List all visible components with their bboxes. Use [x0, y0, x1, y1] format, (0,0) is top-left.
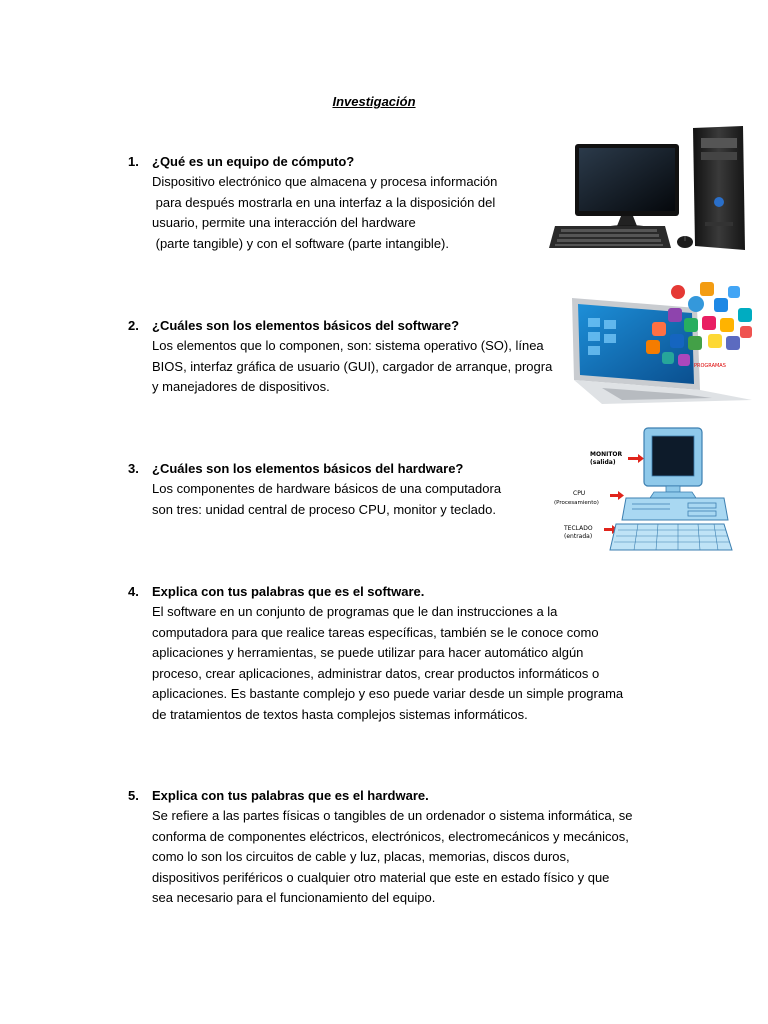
- monitor-sub-label: (salida): [590, 459, 616, 466]
- question-heading: ¿Cuáles son los elementos básicos del hardware?: [152, 461, 464, 476]
- answer-line: son tres: unidad central de proceso CPU, monitor y teclado.: [152, 501, 496, 517]
- laptop-programs-label: PROGRAMAS: [694, 363, 726, 369]
- answer-line: Los componentes de hardware básicos de una computadora: [152, 481, 502, 496]
- answer-line: conforma de componentes eléctricos, electrónicos, electromecánicos y mecánicos,: [152, 828, 629, 844]
- answer-line: sea necesario para el funcionamiento del equipo.: [152, 890, 436, 905]
- cpu-label: CPU: [573, 490, 586, 497]
- question-4: [130, 582, 690, 725]
- question-number: 3.: [128, 461, 139, 476]
- question-heading: Explica con tus palabras que es el hardware.: [152, 788, 429, 803]
- answer-line: BIOS, interfaz gráfica de usuario (GUI), cargador de arranque, progra: [152, 358, 553, 374]
- answer-line: Se refiere a las partes físicas o tangibles de un ordenador o sistema informática, se: [152, 808, 633, 823]
- answer-line: aplicaciones. Es bastante complejo y eso puede variar desde un simple programa: [152, 686, 624, 701]
- answer-line: computadora para que realice tareas específicas, también se le conoce como: [152, 624, 599, 640]
- keyboard-label: TECLADO: [564, 525, 593, 532]
- answer-line: dispositivos periféricos o cualquier otro material que este en estado físico y que: [152, 869, 610, 885]
- answer-line: (parte tangible) y con el software (parte intangible).: [152, 235, 449, 251]
- question-number: 5.: [128, 788, 139, 803]
- question-heading: ¿Cuáles son los elementos básicos del software?: [152, 318, 460, 333]
- answer-line: usuario, permite una interacción del hardware: [152, 215, 416, 230]
- answer-line: y manejadores de dispositivos.: [152, 379, 330, 394]
- question-heading: ¿Qué es un equipo de cómputo?: [152, 154, 355, 169]
- answer-line: como lo son los circuitos de cable y luz, placas, memorias, discos duros,: [152, 849, 570, 864]
- answer-line: Dispositivo electrónico que almacena y procesa información: [152, 174, 498, 189]
- laptop-apps-image: [562, 278, 758, 408]
- cpu-sub-label: (Procesamiento): [554, 500, 599, 506]
- document-title: Investigación: [332, 94, 416, 109]
- question-number: 1.: [128, 154, 139, 169]
- answer-line: El software en un conjunto de programas que le dan instrucciones a la: [152, 604, 558, 619]
- answer-line: proceso, crear aplicaciones, administrar datos, crear productos informáticos o: [152, 665, 600, 681]
- question-number: 4.: [128, 584, 139, 599]
- question-heading: Explica con tus palabras que es el software.: [152, 584, 425, 599]
- desktop-computer-image: [545, 122, 755, 262]
- keyboard-sub-label: (entrada): [564, 533, 593, 540]
- answer-line: de tratamientos de textos hasta complejos sistemas informáticos.: [152, 706, 528, 722]
- monitor-label: MONITOR: [590, 451, 623, 458]
- computer-parts-diagram: [548, 424, 734, 556]
- question-5: [130, 786, 690, 909]
- question-number: 2.: [128, 318, 139, 333]
- answer-line: Los elementos que lo componen, son: sistema operativo (SO), línea: [152, 338, 544, 353]
- arrow-icon: [604, 454, 644, 534]
- answer-line: para después mostrarla en una interfaz a la disposición del: [152, 194, 496, 210]
- answer-line: aplicaciones y herramientas, se puede utilizar para hacer automático algún: [152, 645, 584, 660]
